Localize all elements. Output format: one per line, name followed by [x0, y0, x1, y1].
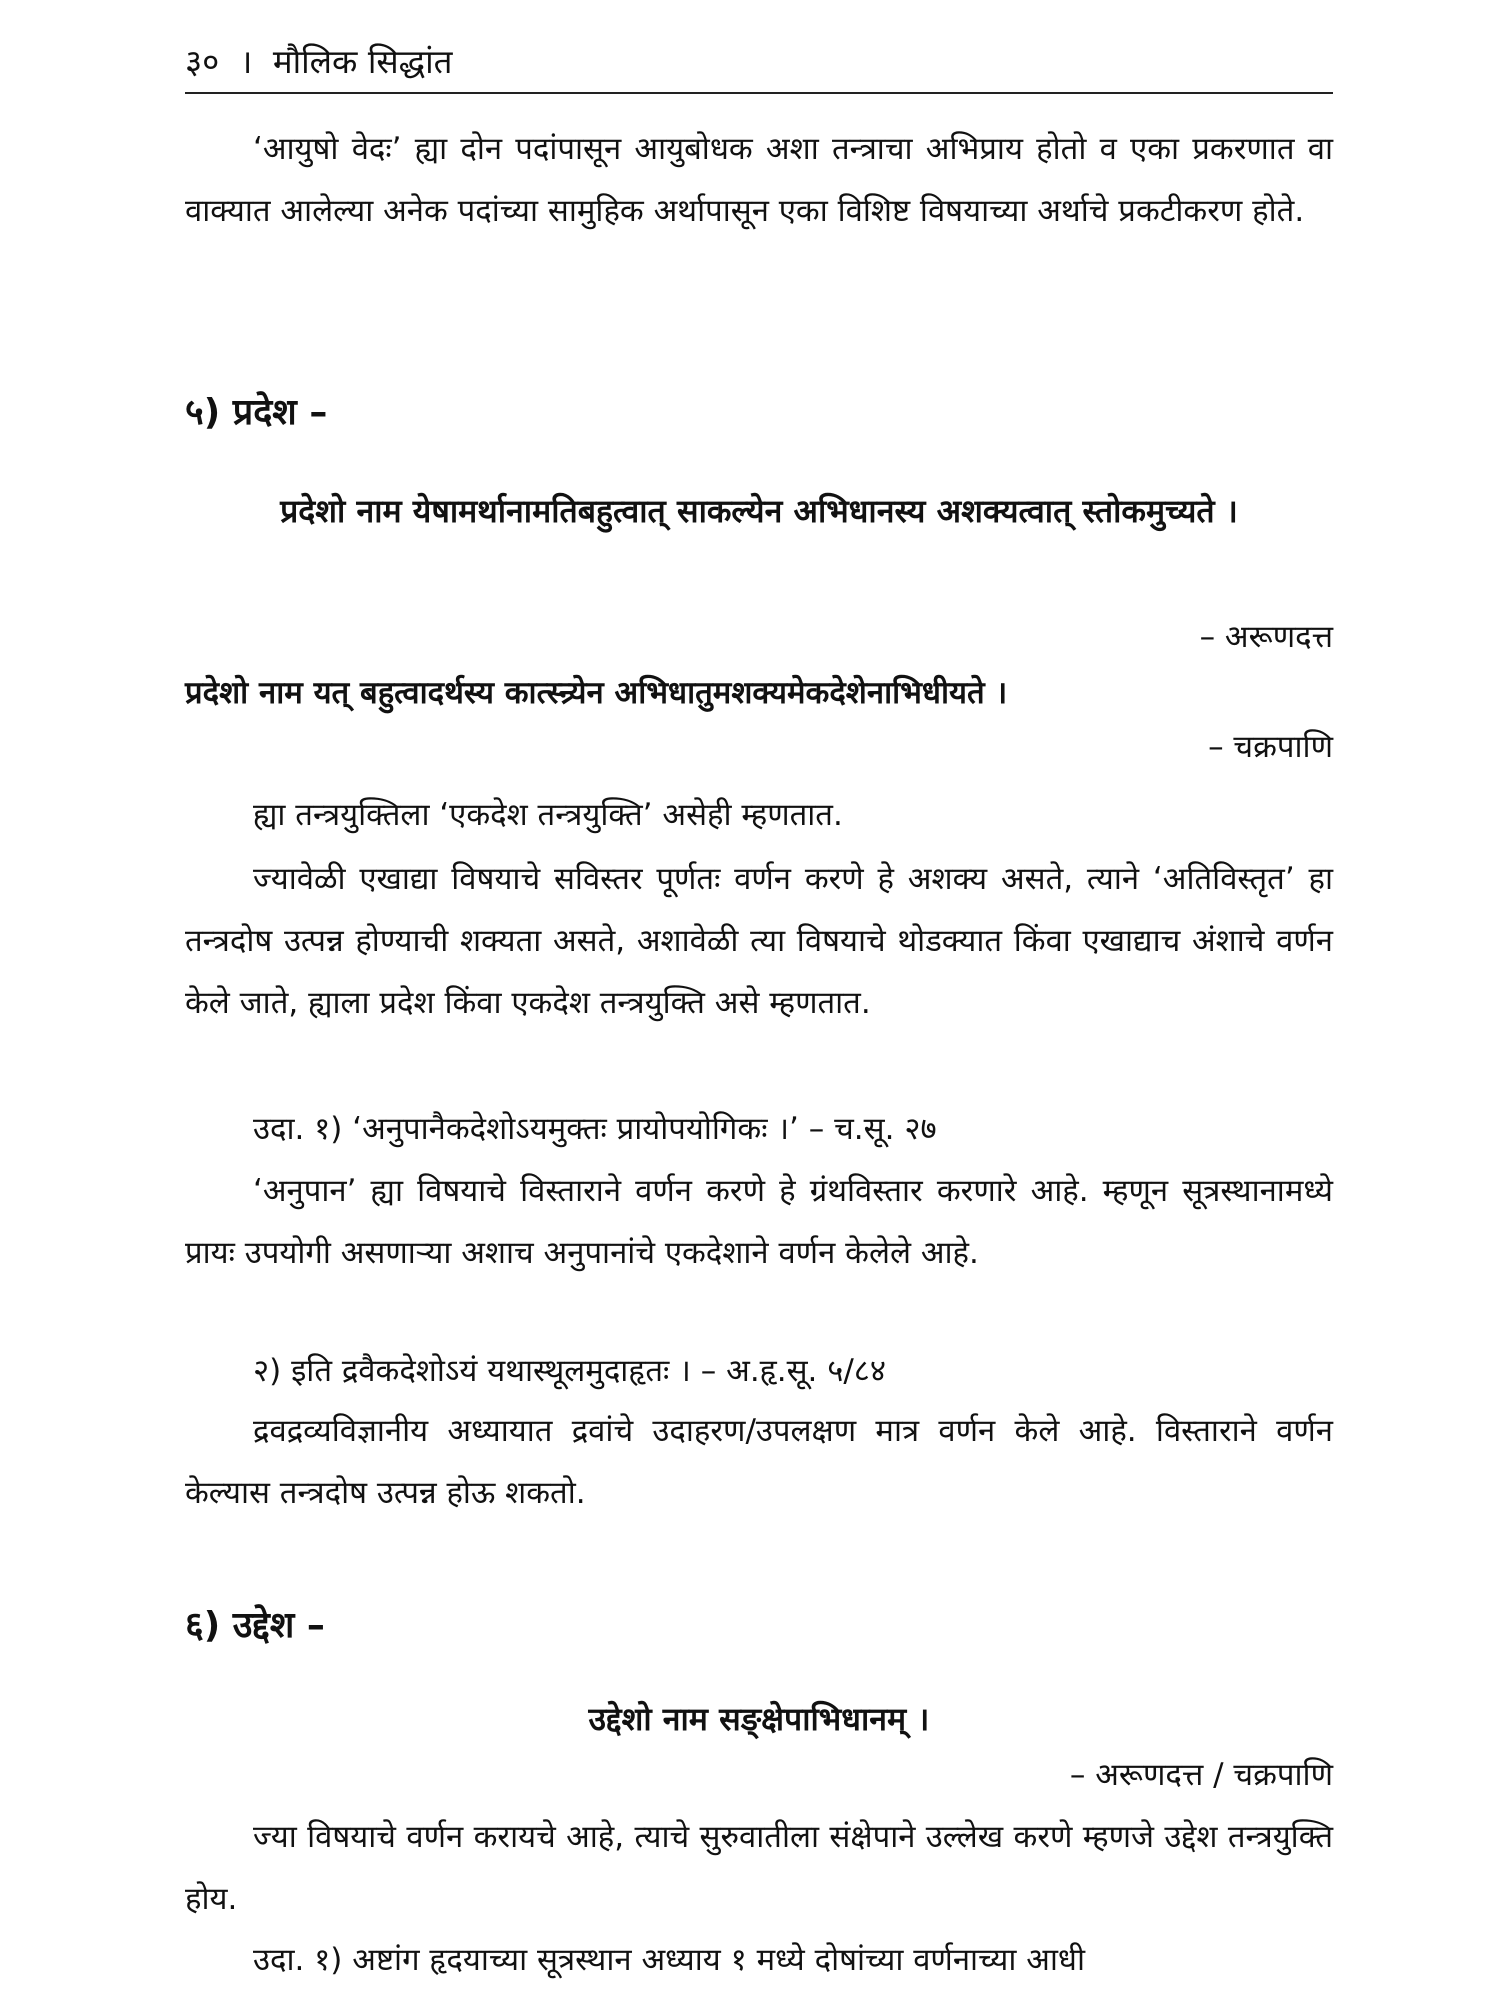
section-5-verse-2: प्रदेशो नाम यत् बहुत्वादर्थस्य कात्स्न्र्येन अभिधातुमशक्यमेकदेशेनाभिधीयते ।: [185, 675, 1008, 711]
section-5-verse-1: प्रदेशो नाम येषामर्थानामतिबहुत्वात् साकल्येन अभिधानस्य अशक्यत्वात् स्तोकमुच्यते ।: [280, 492, 1238, 530]
section-5-paragraph-2: ज्यावेळी एखाद्या विषयाचे सविस्तर पूर्णतः वर्णन करणे हे अशक्य असते, त्याने ‘अतिविस्तृत’ हा तन्त्रदोष उत्पन्न होण्याची शक्यता असते, अशावेळी त्या विषयाचे थोडक्यात किंवा एखाद्याच अंशाचे वर्णन केले जाते, ह्याला प्रदेश किंवा एकदेश तन्त्रयुक्ति असे म्हणतात.: [185, 861, 1333, 1021]
section-5-paragraph-3: ‘अनुपान’ ह्या विषयाचे विस्ताराने वर्णन करणे हे ग्रंथविस्तार करणारे आहे. म्हणून सूत्रस्थानामध्ये प्रायः उपयोगी असणाऱ्या अशाच अनुपानांचे एकदेशाने वर्णन केलेले आहे.: [185, 1173, 1333, 1271]
section-6-paragraph-1: ज्या विषयाचे वर्णन करायचे आहे, त्याचे सुरुवातीला संक्षेपाने उल्लेख करणे म्हणजे उद्देश तन्त्रयुक्ति होय.: [185, 1819, 1333, 1917]
section-5-attribution-1: – अरूणदत्त: [1199, 619, 1333, 655]
page-number: ३०: [185, 42, 220, 81]
section-6-heading: ६) उद्देश –: [185, 1605, 325, 1646]
section-6-verse-1: उद्देशो नाम सङ्क्षेपाभिधानम् ।: [588, 1700, 930, 1738]
section-6-example-1: उदा. १) अष्टांग हृदयाच्या सूत्रस्थान अध्याय १ मध्ये दोषांच्या वर्णनाच्या आधी: [253, 1942, 1085, 1978]
page-header: [185, 38, 1325, 86]
section-5-example-2: २) इति द्रवैकदेशोऽयं यथास्थूलमुदाहृतः । – अ.हृ.सू. ५/८४: [253, 1353, 887, 1389]
intro-paragraph: ‘आयुषो वेदः’ ह्या दोन पदांपासून आयुबोधक अशा तन्त्राचा अभिप्राय होतो व एका प्रकरणात वा वाक्यात आलेल्या अनेक पदांच्या सामुहिक अर्थापासून एका विशिष्ट विषयाच्या अर्थाचे प्रकटीकरण होते.: [185, 131, 1333, 229]
section-5-attribution-2: – चक्रपाणि: [1208, 729, 1333, 765]
section-5-paragraph-1: ह्या तन्त्रयुक्तिला ‘एकदेश तन्त्रयुक्ति’ असेही म्हणतात.: [253, 797, 843, 833]
header-separator: ।: [239, 42, 253, 81]
section-5-example-1: उदा. १) ‘अनुपानैकदेशोऽयमुक्तः प्रायोपयोगिकः ।’ – च.सू. २७: [253, 1111, 937, 1147]
header-rule: [185, 92, 1333, 94]
book-title: मौलिक सिद्धांत: [272, 42, 453, 81]
section-5-heading: ५) प्रदेश –: [185, 392, 328, 433]
section-6-attribution-1: – अरूणदत्त / चक्रपाणि: [1069, 1757, 1333, 1793]
section-5-paragraph-4: द्रवद्रव्यविज्ञानीय अध्यायात द्रवांचे उदाहरण/उपलक्षण मात्र वर्णन केले आहे. विस्ताराने वर्णन केल्यास तन्त्रदोष उत्पन्न होऊ शकतो.: [185, 1413, 1333, 1511]
